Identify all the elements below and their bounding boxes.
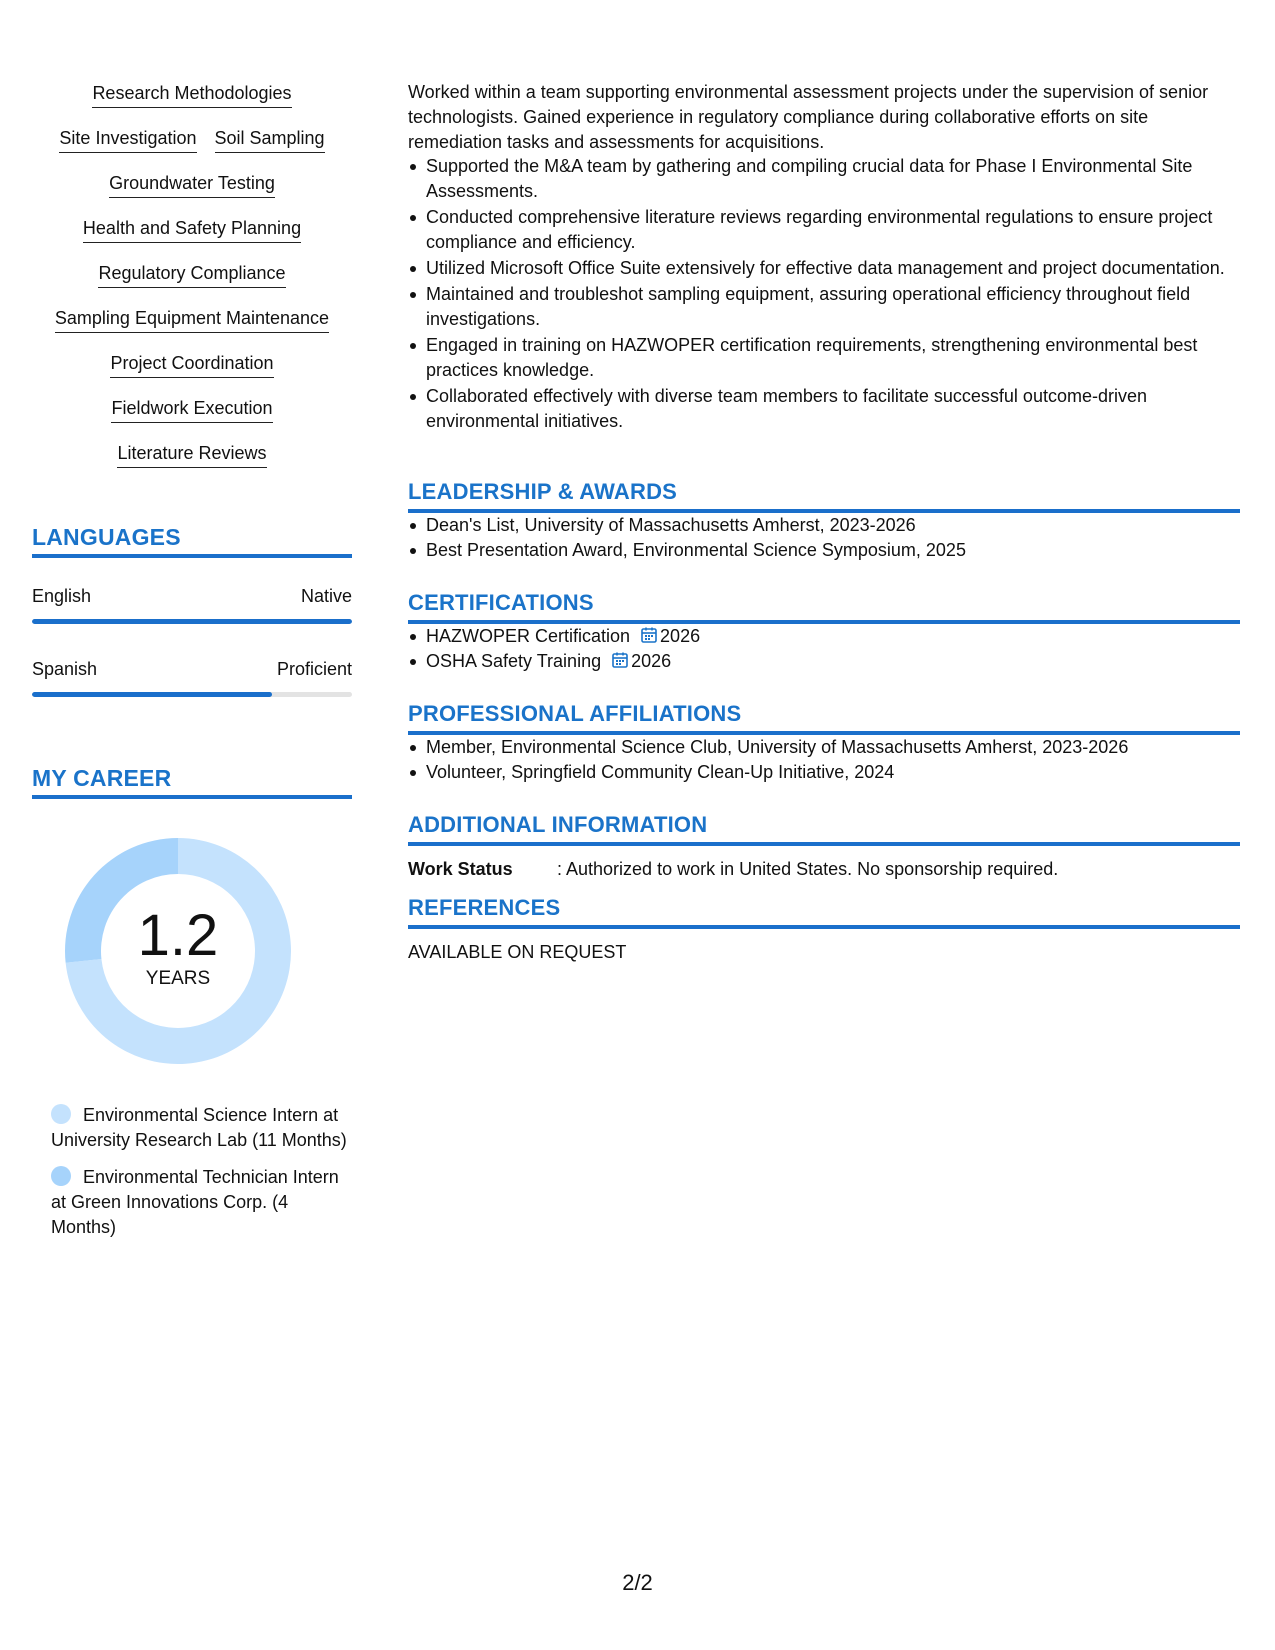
affiliations-list <box>408 735 1240 785</box>
language-bar-fill <box>32 619 352 624</box>
skill-tag: Project Coordination <box>110 352 273 378</box>
language-level: Native <box>300 586 352 606</box>
career-donut-chart <box>65 838 291 1064</box>
experience-bullets <box>408 154 1258 435</box>
leadership-section <box>408 478 1240 563</box>
skill-tag: Regulatory Compliance <box>98 262 285 288</box>
work-status-value: : Authorized to work in United States. No sponsorship required. <box>557 859 1059 879</box>
leadership-heading: LEADERSHIP & AWARDS <box>408 479 678 504</box>
affiliations-heading: PROFESSIONAL AFFILIATIONS <box>408 701 742 726</box>
language-level: Proficient <box>276 659 352 679</box>
section-rule <box>32 795 352 799</box>
skill-tag: Fieldwork Execution <box>111 397 272 423</box>
list-item: Conducted comprehensive literature reviews regarding environmental regulations to ensure project compliance and efficiency. <box>426 205 1258 255</box>
language-name: English <box>32 586 92 606</box>
languages-section <box>32 523 352 697</box>
certifications-list <box>408 624 1240 674</box>
list-item <box>426 624 1240 649</box>
skill-row <box>32 127 352 172</box>
skill-row <box>32 442 352 487</box>
references-heading: REFERENCES <box>408 895 561 920</box>
references-section <box>408 894 1240 963</box>
career-unit: YEARS <box>145 968 211 989</box>
section-rule <box>408 842 1240 846</box>
language-bar <box>32 692 352 697</box>
list-item: Dean's List, University of Massachusetts Amherst, 2023-2026 <box>426 513 1240 538</box>
additional-info-section <box>408 811 1240 880</box>
work-status-label: Work Status <box>408 859 513 879</box>
skill-tag: Soil Sampling <box>215 127 325 153</box>
page-number: 2/2 <box>622 1570 653 1595</box>
work-status-row <box>408 858 1240 880</box>
career-section <box>32 764 352 799</box>
list-item: Collaborated effectively with diverse team members to facilitate successful outcome-driven environmental initiatives. <box>426 384 1258 434</box>
list-item: Utilized Microsoft Office Suite extensively for effective data management and project documentation. <box>426 256 1258 281</box>
legend-item <box>51 1103 351 1153</box>
list-item: Engaged in training on HAZWOPER certification requirements, strengthening environmental best practices knowledge. <box>426 333 1258 383</box>
calendar-icon <box>611 651 629 669</box>
certifications-heading: CERTIFICATIONS <box>408 590 594 615</box>
skill-tag: Groundwater Testing <box>109 172 275 198</box>
skills-list <box>32 82 352 487</box>
certification-year: 2026 <box>660 626 701 646</box>
list-item: Supported the M&A team by gathering and compiling crucial data for Phase I Environmental Site Assessments. <box>426 154 1258 204</box>
skill-row <box>32 217 352 262</box>
certifications-section <box>408 589 1240 674</box>
skill-tag: Literature Reviews <box>117 442 266 468</box>
experience-summary: Worked within a team supporting environmental assessment projects under the supervision of senior technologists. Gained experience in regulatory compliance during collaborative efforts on site remediation tasks and assessments for acquisitions. <box>408 82 1209 152</box>
skill-row <box>32 82 352 127</box>
legend-dot <box>51 1166 71 1186</box>
skill-row <box>32 307 352 352</box>
list-item: Maintained and troubleshot sampling equipment, assuring operational efficiency throughout field investigations. <box>426 282 1258 332</box>
career-heading: MY CAREER <box>32 765 172 791</box>
career-legend <box>51 1103 351 1252</box>
calendar-icon <box>640 626 658 644</box>
skill-tag: Health and Safety Planning <box>83 217 301 243</box>
skill-row <box>32 352 352 397</box>
section-rule <box>408 925 1240 929</box>
additional-info-heading: ADDITIONAL INFORMATION <box>408 812 708 837</box>
skill-tag: Site Investigation <box>59 127 196 153</box>
skill-row <box>32 172 352 217</box>
references-text: AVAILABLE ON REQUEST <box>408 942 627 962</box>
languages-heading: LANGUAGES <box>32 524 181 550</box>
skill-row <box>32 262 352 307</box>
certification-name: OSHA Safety Training <box>426 651 602 671</box>
language-item <box>32 658 352 697</box>
certification-year: 2026 <box>631 651 672 671</box>
skill-tag: Sampling Equipment Maintenance <box>55 307 329 333</box>
certification-name: HAZWOPER Certification <box>426 626 631 646</box>
legend-label: Environmental Science Intern at University Research Lab (11 Months) <box>51 1105 347 1150</box>
language-bar <box>32 619 352 624</box>
legend-item <box>51 1165 351 1240</box>
legend-label: Environmental Technician Intern at Green Innovations Corp. (4 Months) <box>51 1167 339 1237</box>
leadership-list <box>408 513 1240 563</box>
donut-center <box>65 838 291 1064</box>
section-rule <box>32 554 352 558</box>
list-item: Member, Environmental Science Club, University of Massachusetts Amherst, 2023-2026 <box>426 735 1240 760</box>
legend-dot <box>51 1104 71 1124</box>
skill-tag: Research Methodologies <box>92 82 291 108</box>
affiliations-section <box>408 700 1240 785</box>
list-item: Volunteer, Springfield Community Clean-Up Initiative, 2024 <box>426 760 1240 785</box>
list-item: Best Presentation Award, Environmental Science Symposium, 2025 <box>426 538 1240 563</box>
language-name: Spanish <box>32 659 98 679</box>
list-item <box>426 649 1240 674</box>
skill-row <box>32 397 352 442</box>
language-bar-fill <box>32 692 272 697</box>
language-item <box>32 585 352 624</box>
career-total: 1.2 <box>137 903 219 968</box>
